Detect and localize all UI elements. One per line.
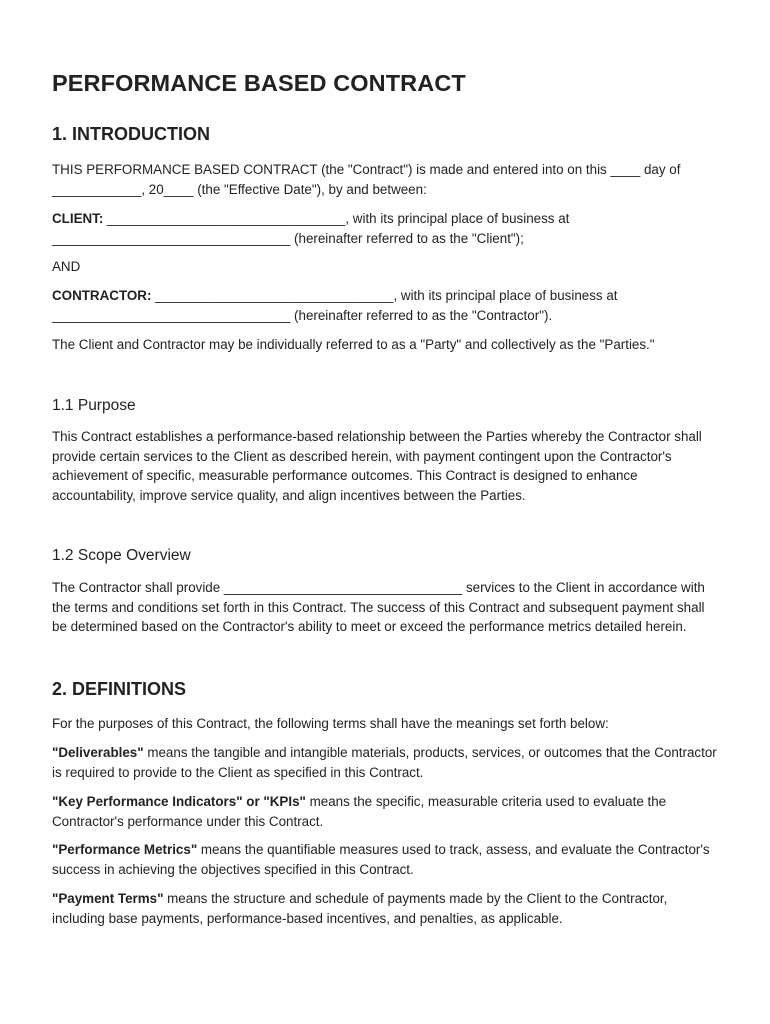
contractor-paragraph — [52, 286, 722, 325]
definition-payment-terms — [52, 889, 722, 928]
client-label: CLIENT: — [52, 211, 104, 226]
definition-term: "Deliverables" — [52, 745, 144, 760]
subsection-heading-purpose: 1.1 Purpose — [52, 397, 136, 414]
document-title: PERFORMANCE BASED CONTRACT — [52, 70, 466, 96]
client-paragraph — [52, 209, 722, 248]
scope-paragraph: The Contractor shall provide ________________________________ services to the Client in accordance with the terms and conditions set forth in this Contract. The success of this Contract and subsequent payment shall be determined based on the Contractor's ability to meet or exceed the performance metrics detailed herein. — [52, 580, 705, 634]
definition-deliverables — [52, 743, 722, 782]
definition-text: means the specific, measurable criteria used to evaluate the Contractor's performance under this Contract. — [52, 794, 667, 829]
subsection-heading-scope-overview: 1.2 Scope Overview — [52, 547, 191, 564]
contractor-text: ________________________________, with its principal place of business at ________________________________ (hereinafter referred to as the "Contractor"). — [52, 288, 618, 323]
definition-kpis — [52, 792, 722, 831]
definition-performance-metrics — [52, 840, 722, 879]
definition-text: means the structure and schedule of payments made by the Client to the Contractor, including base payments, performance-based incentives, and penalties, as applicable. — [52, 891, 668, 926]
section-heading-introduction: 1. INTRODUCTION — [52, 124, 211, 144]
parties-paragraph: The Client and Contractor may be individually referred to as a "Party" and collectively as the "Parties." — [52, 337, 655, 352]
section-heading-definitions: 2. DEFINITIONS — [52, 679, 187, 699]
and-paragraph: AND — [52, 259, 81, 274]
purpose-paragraph: This Contract establishes a performance-based relationship between the Parties whereby the Contractor shall provide certain services to the Client as described herein, with payment contingent upon the Contractor's achievement of specific, measurable performance outcomes. This Contract is designed to enhance accountability, improve service quality, and align incentives between the Parties. — [52, 429, 702, 503]
intro-paragraph: THIS PERFORMANCE BASED CONTRACT (the "Contract") is made and entered into on this ____ day of ____________, 20____ (the "Effective Date"), by and between: — [52, 162, 681, 197]
definition-text: means the quantifiable measures used to track, assess, and evaluate the Contractor's success in achieving the objectives specified in this Contract. — [52, 842, 710, 877]
definition-term: "Performance Metrics" — [52, 842, 198, 857]
definition-term: "Key Performance Indicators" or "KPIs" — [52, 794, 306, 809]
definition-text: means the tangible and intangible materials, products, services, or outcomes that the Contractor is required to provide to the Client as specified in this Contract. — [52, 745, 717, 780]
client-text: ________________________________, with its principal place of business at ________________________________ (hereinafter referred to as the "Client"); — [52, 211, 570, 246]
definition-term: "Payment Terms" — [52, 891, 164, 906]
definitions-intro: For the purposes of this Contract, the following terms shall have the meanings set forth below: — [52, 716, 609, 731]
contractor-label: CONTRACTOR: — [52, 288, 152, 303]
